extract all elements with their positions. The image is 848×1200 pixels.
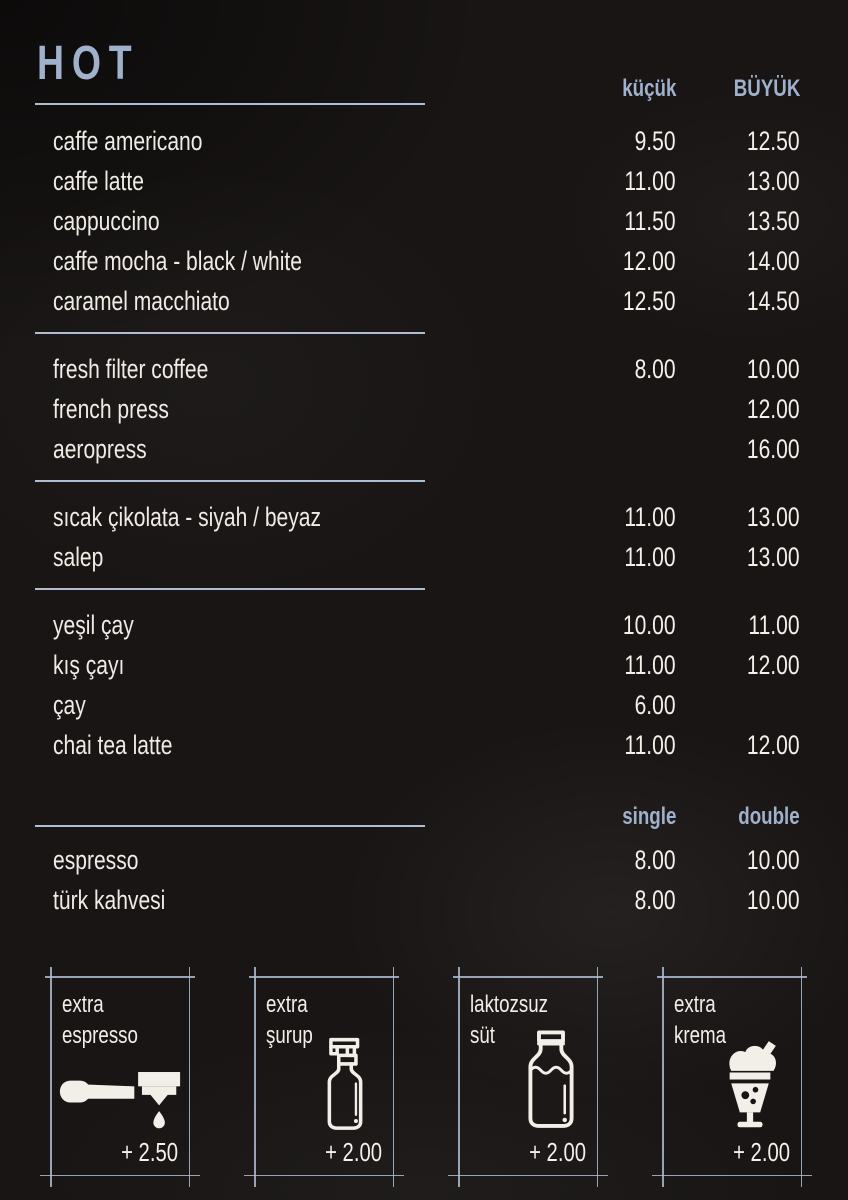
extra-title-line: laktozsuz [470,991,549,1018]
price-small [564,429,676,469]
box-frame-line [448,1175,608,1177]
item-name: chai tea latte [53,730,173,760]
item-name: caffe mocha - black / white [53,246,302,276]
divider-line [35,825,425,827]
extra-icon-slot [458,1029,598,1132]
item-name: espresso [53,845,139,875]
extra-title-line: krema [674,1022,727,1049]
extra-box [662,976,802,1176]
extra-title-line: extra [62,991,104,1018]
item-name: kış çayı [53,650,125,680]
menu-item-row [35,880,800,920]
section-divider [35,480,800,482]
box-frame-line [244,1175,404,1177]
item-name: cappuccino [53,206,160,236]
extra-title-line: extra [674,991,716,1018]
price-small: 11.00 [624,542,676,572]
menu-item-row [35,725,800,765]
box-frame-line [453,976,603,978]
extras-row [50,976,802,1176]
box-frame-line [40,1175,200,1177]
section-divider [35,588,800,590]
price-small: 9.50 [635,126,676,156]
extra-price: + 2.00 [325,1137,382,1167]
divider-line [35,480,425,482]
page-title-text: HOT [37,37,140,90]
title-block [35,36,425,105]
price-large: 12.50 [747,126,800,156]
item-name: yeşil çay [53,610,134,640]
box-frame-line [657,976,807,978]
price-small: 11.00 [624,166,676,196]
box-frame-line [249,976,399,978]
item-name: sıcak çikolata - siyah / beyaz [53,502,322,532]
divider-line [35,588,425,590]
menu-item-row [35,241,800,281]
price-large [676,685,800,725]
price-large: 10.00 [747,354,800,384]
menu-item-row [35,645,800,685]
menu-item-row [35,685,800,725]
item-name: caffe americano [53,126,203,156]
item-name: caffe latte [53,166,144,196]
menu-item-row [35,537,800,577]
price-large: 16.00 [747,434,800,464]
price-small: 11.00 [624,650,676,680]
column-header-single: single [621,803,676,830]
price-small [564,389,676,429]
price-small: 11.00 [624,730,676,760]
menu-item-row [35,121,800,161]
menu-header [35,36,800,105]
extra-title [62,989,178,1051]
extra-icon-slot [254,1035,394,1132]
price-large: 13.50 [747,206,800,236]
price-small: 8.00 [635,354,676,384]
menu-item-row [35,161,800,201]
item-name: caramel macchiato [53,286,230,316]
extra-box [458,976,598,1176]
column-header-double: double [738,803,800,830]
extra-icon-slot [50,1054,190,1132]
extra-title-line: şurup [266,1022,313,1049]
menu-item-row [35,201,800,241]
divider-line [35,332,425,334]
price-large: 14.00 [747,246,800,276]
extra-icon-slot [662,1038,802,1132]
column-header-small: küçük [621,75,676,102]
price-large: 13.00 [747,166,800,196]
price-small: 12.00 [623,246,676,276]
page-title [37,36,425,91]
menu-item-row [35,389,800,429]
menu-item-row [35,497,800,537]
price-small: 8.00 [635,885,676,915]
menu-item-row [35,605,800,645]
price-large: 10.00 [747,845,800,875]
column-header-large: BÜYÜK [733,75,800,102]
price-large: 14.50 [747,286,800,316]
item-name: salep [53,542,104,572]
item-name: french press [53,394,169,424]
menu-item-row [35,349,800,389]
cream-drink-icon [714,1038,786,1132]
price-small: 12.50 [623,286,676,316]
price-large: 13.00 [747,542,800,572]
price-large: 11.00 [748,610,800,640]
menu-body [35,121,800,920]
item-name: fresh filter coffee [53,354,209,384]
extra-price: + 2.50 [121,1137,178,1167]
price-large: 12.00 [747,650,800,680]
box-frame-line [652,1175,812,1177]
extra-price: + 2.00 [733,1137,790,1167]
menu-item-row [35,281,800,321]
extra-box [254,976,394,1176]
extra-price: + 2.00 [529,1137,586,1167]
price-large: 12.00 [747,394,800,424]
item-name: türk kahvesi [53,885,166,915]
extra-title-line: espresso [62,1022,138,1049]
section-divider [35,797,800,830]
item-name: aeropress [53,434,147,464]
price-large: 10.00 [747,885,800,915]
menu-item-row [35,429,800,469]
menu-item-row [35,840,800,880]
price-small: 10.00 [623,610,676,640]
price-small: 8.00 [635,845,676,875]
box-frame-line [45,976,195,978]
item-name: çay [53,690,86,720]
price-small: 6.00 [635,690,676,720]
extra-box [50,976,190,1176]
extra-title-line: extra [266,991,308,1018]
extra-title-line: süt [470,1022,495,1049]
portafilter-icon [58,1054,182,1132]
title-underline [35,103,425,105]
price-large: 13.00 [747,502,800,532]
milk-bottle-icon [520,1029,582,1132]
price-small: 11.00 [624,502,676,532]
section-divider [35,332,800,334]
pump-bottle-icon [312,1035,378,1132]
price-large: 12.00 [747,730,800,760]
price-small: 11.50 [624,206,676,236]
